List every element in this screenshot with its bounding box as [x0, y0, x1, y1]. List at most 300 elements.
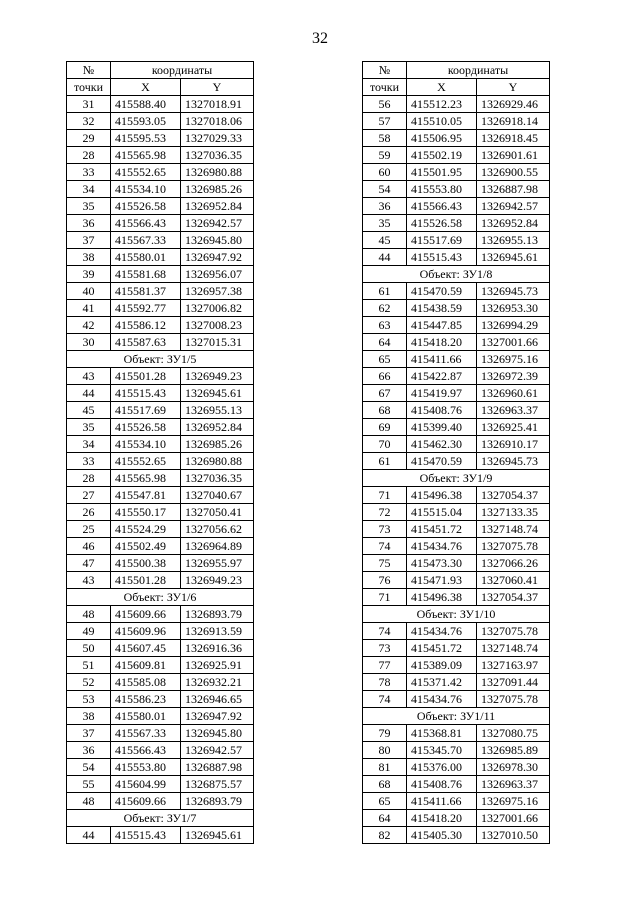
- coord-y: 1326900.55: [477, 164, 550, 181]
- coord-y: 1326946.65: [181, 691, 254, 708]
- coord-y: 1326918.14: [477, 113, 550, 130]
- section-title: Объект: ЗУ1/9: [363, 470, 550, 487]
- point-number: 51: [67, 657, 111, 674]
- coord-x: 415389.09: [407, 657, 477, 674]
- coord-x: 415580.01: [111, 708, 181, 725]
- coord-y: 1327018.91: [181, 96, 254, 113]
- point-number: 57: [363, 113, 407, 130]
- table-row: [363, 759, 550, 776]
- coord-y: 1326955.13: [181, 402, 254, 419]
- table-row: [67, 555, 254, 572]
- point-number: 33: [67, 164, 111, 181]
- coord-y: 1326947.92: [181, 249, 254, 266]
- table-row: [363, 572, 550, 589]
- coord-y: 1326949.23: [181, 368, 254, 385]
- coord-y: 1327054.37: [477, 487, 550, 504]
- coord-x: 415552.65: [111, 164, 181, 181]
- page-number: 32: [312, 30, 328, 47]
- point-number: 62: [363, 300, 407, 317]
- coord-x: 415587.63: [111, 334, 181, 351]
- table-row: [363, 113, 550, 130]
- coord-x: 415515.04: [407, 504, 477, 521]
- table-body-left: [67, 96, 254, 844]
- coord-y: 1326945.61: [181, 385, 254, 402]
- coord-x: 415588.40: [111, 96, 181, 113]
- point-number: 61: [363, 453, 407, 470]
- point-number: 44: [363, 249, 407, 266]
- point-number: 47: [67, 555, 111, 572]
- header-y: Y: [477, 79, 550, 96]
- coord-x: 415565.98: [111, 470, 181, 487]
- point-number: 48: [67, 606, 111, 623]
- coord-x: 415496.38: [407, 487, 477, 504]
- coord-x: 415419.97: [407, 385, 477, 402]
- coord-y: 1326913.59: [181, 623, 254, 640]
- table-row: [363, 793, 550, 810]
- section-row: [363, 266, 550, 283]
- coord-y: 1326916.36: [181, 640, 254, 657]
- coord-x: 415408.76: [407, 776, 477, 793]
- table-row: [67, 300, 254, 317]
- coord-y: 1327080.75: [477, 725, 550, 742]
- point-number: 40: [67, 283, 111, 300]
- table-row: [363, 623, 550, 640]
- coord-y: 1326925.91: [181, 657, 254, 674]
- header-num-sub: точки: [363, 79, 407, 96]
- table-row: [363, 504, 550, 521]
- coord-x: 415438.59: [407, 300, 477, 317]
- table-row: [67, 436, 254, 453]
- point-number: 25: [67, 521, 111, 538]
- coord-y: 1327036.35: [181, 470, 254, 487]
- point-number: 64: [363, 334, 407, 351]
- point-number: 73: [363, 521, 407, 538]
- point-number: 29: [67, 130, 111, 147]
- coord-x: 415501.95: [407, 164, 477, 181]
- coord-y: 1327148.74: [477, 640, 550, 657]
- coord-x: 415566.43: [111, 215, 181, 232]
- point-number: 35: [67, 419, 111, 436]
- point-number: 26: [67, 504, 111, 521]
- coord-x: 415517.69: [407, 232, 477, 249]
- point-number: 36: [67, 215, 111, 232]
- coord-y: 1327075.78: [477, 623, 550, 640]
- coord-y: 1326980.88: [181, 164, 254, 181]
- coordinates-table-right: [362, 61, 550, 844]
- point-number: 54: [363, 181, 407, 198]
- coord-x: 415552.65: [111, 453, 181, 470]
- coord-y: 1326942.57: [477, 198, 550, 215]
- table-row: [363, 96, 550, 113]
- point-number: 68: [363, 776, 407, 793]
- point-number: 71: [363, 487, 407, 504]
- table-row: [363, 181, 550, 198]
- table-row: [363, 317, 550, 334]
- point-number: 80: [363, 742, 407, 759]
- coord-x: 415418.20: [407, 334, 477, 351]
- table-row: [67, 249, 254, 266]
- coord-y: 1326978.30: [477, 759, 550, 776]
- coord-x: 415553.80: [407, 181, 477, 198]
- header-num: №: [363, 62, 407, 79]
- table-row: [363, 334, 550, 351]
- point-number: 44: [67, 385, 111, 402]
- coord-x: 415526.58: [407, 215, 477, 232]
- point-number: 65: [363, 351, 407, 368]
- table-row: [363, 147, 550, 164]
- coord-y: 1326887.98: [181, 759, 254, 776]
- table-row: [363, 351, 550, 368]
- coord-y: 1327091.44: [477, 674, 550, 691]
- coord-y: 1326985.26: [181, 181, 254, 198]
- table-row: [363, 538, 550, 555]
- table-row: [363, 521, 550, 538]
- coord-x: 415526.58: [111, 198, 181, 215]
- point-number: 38: [67, 249, 111, 266]
- table-row: [67, 691, 254, 708]
- coord-y: 1326887.98: [477, 181, 550, 198]
- table-body-right: [363, 96, 550, 844]
- table-row: [67, 470, 254, 487]
- coord-y: 1326945.80: [181, 725, 254, 742]
- coord-x: 415411.66: [407, 793, 477, 810]
- coord-x: 415451.72: [407, 640, 477, 657]
- table-row: [363, 215, 550, 232]
- point-number: 36: [67, 742, 111, 759]
- point-number: 63: [363, 317, 407, 334]
- point-number: 45: [363, 232, 407, 249]
- table-row: [363, 436, 550, 453]
- coord-x: 415502.49: [111, 538, 181, 555]
- section-title: Объект: ЗУ1/6: [67, 589, 254, 606]
- coord-y: 1327148.74: [477, 521, 550, 538]
- coord-y: 1326985.89: [477, 742, 550, 759]
- coord-x: 415471.93: [407, 572, 477, 589]
- coord-x: 415447.85: [407, 317, 477, 334]
- coord-y: 1326975.16: [477, 793, 550, 810]
- point-number: 64: [363, 810, 407, 827]
- coord-y: 1327050.41: [181, 504, 254, 521]
- table-row: [67, 368, 254, 385]
- coord-y: 1327001.66: [477, 334, 550, 351]
- coordinates-table-left: [66, 61, 254, 844]
- coord-x: 415566.43: [407, 198, 477, 215]
- table-row: [67, 504, 254, 521]
- coord-x: 415517.69: [111, 402, 181, 419]
- coord-x: 415566.43: [111, 742, 181, 759]
- coord-y: 1326932.21: [181, 674, 254, 691]
- coord-y: 1326949.23: [181, 572, 254, 589]
- section-title: Объект: ЗУ1/7: [67, 810, 254, 827]
- coord-y: 1326947.92: [181, 708, 254, 725]
- coord-x: 415534.10: [111, 436, 181, 453]
- table-row: [67, 113, 254, 130]
- coord-x: 415580.01: [111, 249, 181, 266]
- point-number: 30: [67, 334, 111, 351]
- table-row: [67, 538, 254, 555]
- table-row: [363, 776, 550, 793]
- coord-x: 415581.68: [111, 266, 181, 283]
- table-row: [67, 827, 254, 844]
- point-number: 56: [363, 96, 407, 113]
- point-number: 48: [67, 793, 111, 810]
- coord-x: 415609.66: [111, 606, 181, 623]
- coord-y: 1327075.78: [477, 691, 550, 708]
- coord-x: 415496.38: [407, 589, 477, 606]
- table-row: [67, 708, 254, 725]
- section-title: Объект: ЗУ1/5: [67, 351, 254, 368]
- table-row: [363, 674, 550, 691]
- table-row: [363, 130, 550, 147]
- section-title: Объект: ЗУ1/8: [363, 266, 550, 283]
- coord-y: 1326953.30: [477, 300, 550, 317]
- table-row: [67, 96, 254, 113]
- point-number: 46: [67, 538, 111, 555]
- point-number: 66: [363, 368, 407, 385]
- coord-x: 415470.59: [407, 453, 477, 470]
- coord-y: 1326945.80: [181, 232, 254, 249]
- coord-x: 415345.70: [407, 742, 477, 759]
- coord-x: 415526.58: [111, 419, 181, 436]
- coord-y: 1327163.97: [477, 657, 550, 674]
- point-number: 77: [363, 657, 407, 674]
- coord-x: 415585.08: [111, 674, 181, 691]
- coord-y: 1326955.97: [181, 555, 254, 572]
- coord-y: 1326952.84: [181, 198, 254, 215]
- coord-x: 415502.19: [407, 147, 477, 164]
- coord-x: 415524.29: [111, 521, 181, 538]
- point-number: 36: [363, 198, 407, 215]
- point-number: 61: [363, 283, 407, 300]
- coord-y: 1327066.26: [477, 555, 550, 572]
- coord-y: 1327018.06: [181, 113, 254, 130]
- coord-x: 415434.76: [407, 691, 477, 708]
- point-number: 28: [67, 470, 111, 487]
- point-number: 71: [363, 589, 407, 606]
- coord-x: 415470.59: [407, 283, 477, 300]
- coord-y: 1327036.35: [181, 147, 254, 164]
- table-row: [363, 487, 550, 504]
- table-row: [67, 606, 254, 623]
- coord-x: 415368.81: [407, 725, 477, 742]
- table-row: [67, 198, 254, 215]
- point-number: 38: [67, 708, 111, 725]
- table-row: [67, 283, 254, 300]
- coord-x: 415609.81: [111, 657, 181, 674]
- point-number: 78: [363, 674, 407, 691]
- point-number: 59: [363, 147, 407, 164]
- table-row: [67, 385, 254, 402]
- table-row: [363, 419, 550, 436]
- coord-x: 415595.53: [111, 130, 181, 147]
- table-row: [363, 164, 550, 181]
- section-row: [363, 606, 550, 623]
- coord-x: 415451.72: [407, 521, 477, 538]
- section-title: Объект: ЗУ1/10: [363, 606, 550, 623]
- table-row: [67, 266, 254, 283]
- coord-y: 1326955.13: [477, 232, 550, 249]
- coord-y: 1327008.23: [181, 317, 254, 334]
- table-row: [67, 419, 254, 436]
- coord-x: 415567.33: [111, 725, 181, 742]
- table-row: [363, 249, 550, 266]
- coord-y: 1326975.16: [477, 351, 550, 368]
- coord-y: 1326893.79: [181, 793, 254, 810]
- coord-x: 415565.98: [111, 147, 181, 164]
- point-number: 45: [67, 402, 111, 419]
- point-number: 43: [67, 572, 111, 589]
- table-row: [363, 725, 550, 742]
- coord-y: 1327029.33: [181, 130, 254, 147]
- coord-y: 1326910.17: [477, 436, 550, 453]
- table-row: [363, 555, 550, 572]
- coord-y: 1326925.41: [477, 419, 550, 436]
- point-number: 37: [67, 232, 111, 249]
- point-number: 34: [67, 436, 111, 453]
- point-number: 67: [363, 385, 407, 402]
- point-number: 81: [363, 759, 407, 776]
- coord-x: 415609.96: [111, 623, 181, 640]
- point-number: 43: [67, 368, 111, 385]
- point-number: 72: [363, 504, 407, 521]
- coord-y: 1327010.50: [477, 827, 550, 844]
- coord-y: 1326952.84: [181, 419, 254, 436]
- table-row: [67, 674, 254, 691]
- coord-x: 415512.23: [407, 96, 477, 113]
- coord-y: 1326893.79: [181, 606, 254, 623]
- table-row: [363, 385, 550, 402]
- table-row: [67, 334, 254, 351]
- coord-x: 415547.81: [111, 487, 181, 504]
- point-number: 65: [363, 793, 407, 810]
- coord-x: 415501.28: [111, 572, 181, 589]
- header-x: X: [111, 79, 181, 96]
- point-number: 76: [363, 572, 407, 589]
- coord-y: 1327040.67: [181, 487, 254, 504]
- table-row: [67, 521, 254, 538]
- table-row: [363, 589, 550, 606]
- coord-x: 415515.43: [111, 827, 181, 844]
- coord-y: 1327015.31: [181, 334, 254, 351]
- point-number: 69: [363, 419, 407, 436]
- table-row: [67, 317, 254, 334]
- coord-x: 415581.37: [111, 283, 181, 300]
- coord-x: 415462.30: [407, 436, 477, 453]
- coord-y: 1326994.29: [477, 317, 550, 334]
- coord-y: 1327054.37: [477, 589, 550, 606]
- table-row: [363, 742, 550, 759]
- table-row: [363, 691, 550, 708]
- point-number: 50: [67, 640, 111, 657]
- point-number: 31: [67, 96, 111, 113]
- point-number: 39: [67, 266, 111, 283]
- point-number: 34: [67, 181, 111, 198]
- coord-x: 415434.76: [407, 623, 477, 640]
- table-row: [363, 232, 550, 249]
- coord-y: 1327075.78: [477, 538, 550, 555]
- table-row: [363, 300, 550, 317]
- coord-x: 415399.40: [407, 419, 477, 436]
- point-number: 54: [67, 759, 111, 776]
- point-number: 52: [67, 674, 111, 691]
- section-row: [67, 810, 254, 827]
- table-row: [67, 164, 254, 181]
- point-number: 44: [67, 827, 111, 844]
- table-row: [67, 793, 254, 810]
- coord-y: 1326963.37: [477, 402, 550, 419]
- point-number: 33: [67, 453, 111, 470]
- point-number: 49: [67, 623, 111, 640]
- point-number: 60: [363, 164, 407, 181]
- coord-y: 1326945.73: [477, 283, 550, 300]
- table-row: [67, 487, 254, 504]
- point-number: 32: [67, 113, 111, 130]
- table-row: [67, 181, 254, 198]
- table-row: [363, 198, 550, 215]
- coord-y: 1326901.61: [477, 147, 550, 164]
- coord-y: 1326963.37: [477, 776, 550, 793]
- point-number: 27: [67, 487, 111, 504]
- point-number: 37: [67, 725, 111, 742]
- point-number: 28: [67, 147, 111, 164]
- coord-y: 1326945.73: [477, 453, 550, 470]
- coord-x: 415515.43: [111, 385, 181, 402]
- coord-x: 415408.76: [407, 402, 477, 419]
- table-row: [363, 453, 550, 470]
- coord-x: 415418.20: [407, 810, 477, 827]
- section-row: [363, 708, 550, 725]
- coord-x: 415501.28: [111, 368, 181, 385]
- coord-x: 415586.12: [111, 317, 181, 334]
- coord-x: 415604.99: [111, 776, 181, 793]
- table-row: [363, 810, 550, 827]
- coord-x: 415510.05: [407, 113, 477, 130]
- coord-y: 1327006.82: [181, 300, 254, 317]
- point-number: 55: [67, 776, 111, 793]
- table-row: [67, 402, 254, 419]
- coord-y: 1326980.88: [181, 453, 254, 470]
- point-number: 58: [363, 130, 407, 147]
- coord-y: 1326945.61: [477, 249, 550, 266]
- table-row: [67, 776, 254, 793]
- table-row: [67, 232, 254, 249]
- coord-x: 415473.30: [407, 555, 477, 572]
- coord-x: 415506.95: [407, 130, 477, 147]
- section-title: Объект: ЗУ1/11: [363, 708, 550, 725]
- coord-x: 415607.45: [111, 640, 181, 657]
- coord-x: 415550.17: [111, 504, 181, 521]
- coord-x: 415592.77: [111, 300, 181, 317]
- coord-x: 415609.66: [111, 793, 181, 810]
- table-row: [67, 215, 254, 232]
- table-row: [363, 657, 550, 674]
- table-row: [67, 640, 254, 657]
- section-row: [363, 470, 550, 487]
- coord-x: 415422.87: [407, 368, 477, 385]
- section-row: [67, 589, 254, 606]
- coord-x: 415500.38: [111, 555, 181, 572]
- point-number: 70: [363, 436, 407, 453]
- coord-x: 415405.30: [407, 827, 477, 844]
- coord-y: 1326957.38: [181, 283, 254, 300]
- header-num-sub: точки: [67, 79, 111, 96]
- point-number: 53: [67, 691, 111, 708]
- coord-x: 415567.33: [111, 232, 181, 249]
- table-row: [363, 402, 550, 419]
- coord-y: 1326960.61: [477, 385, 550, 402]
- coord-x: 415434.76: [407, 538, 477, 555]
- coord-y: 1326875.57: [181, 776, 254, 793]
